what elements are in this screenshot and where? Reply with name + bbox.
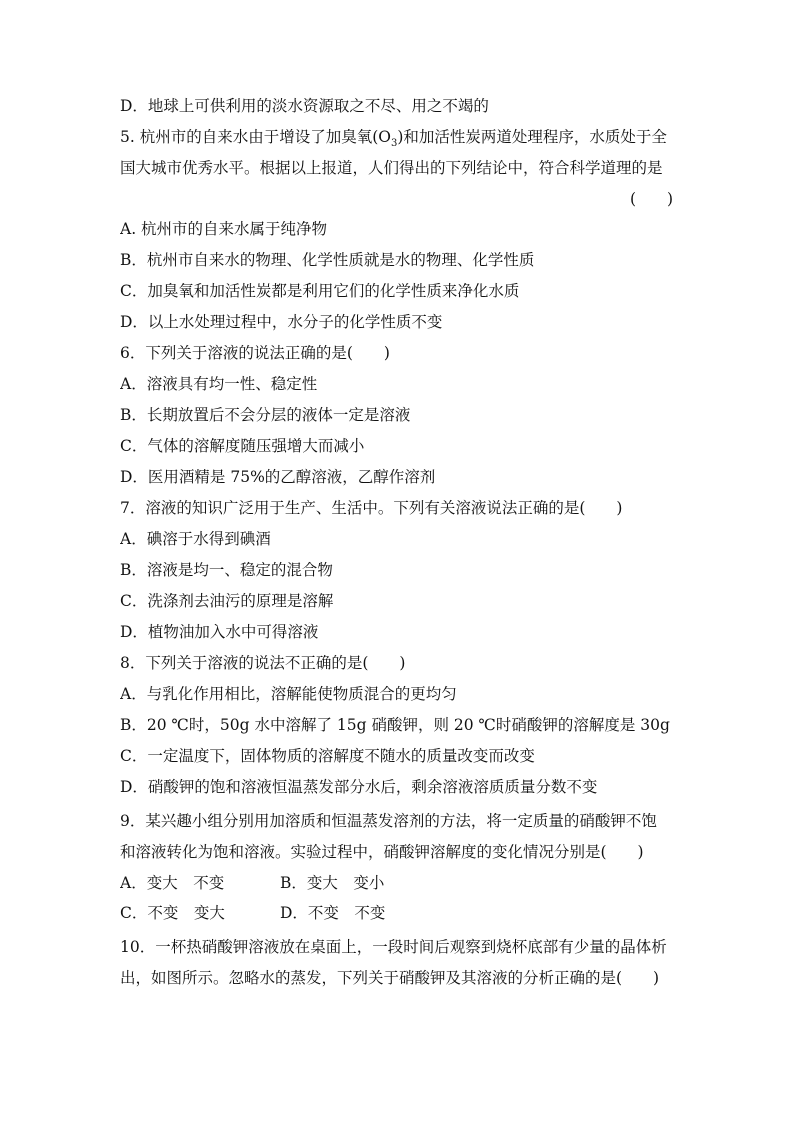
q6-option-b: B．长期放置后不会分层的液体一定是溶液 [120, 406, 411, 424]
q5-answer-bracket: ( ) [630, 190, 674, 208]
q6-option-a: A．溶液具有均一性、稳定性 [120, 375, 318, 393]
q5-stem-part2: 和加活性炭两道处理程序，水质处于全 [403, 128, 667, 146]
q9-option-c: C．不变 变大 [120, 904, 225, 922]
q5-stem-part1: 5. 杭州市的自来水由于增设了加臭氧(O [120, 128, 391, 146]
q9-stem-line2: 和溶液转化为饱和溶液。实验过程中，硝酸钾溶解度的变化情况分别是( ) [120, 843, 644, 861]
q8-option-a: A．与乳化作用相比，溶解能使物质混合的更均匀 [120, 685, 457, 703]
q8-stem: 8．下列关于溶液的说法不正确的是( ) [120, 654, 406, 672]
q8-option-c: C．一定温度下，固体物质的溶解度不随水的质量改变而改变 [120, 747, 535, 765]
q9-option-a: A．变大 不变 [120, 874, 225, 892]
q6-stem: 6．下列关于溶液的说法正确的是( ) [120, 344, 390, 362]
q6-option-c: C．气体的溶解度随压强增大而减小 [120, 437, 365, 455]
q7-option-d: D．植物油加入水中可得溶液 [120, 623, 319, 641]
q5-stem-line1 [120, 127, 676, 149]
q8-option-b: B．20 ℃时，50g 水中溶解了 15g 硝酸钾，则 20 ℃时硝酸钾的溶解度是 30g [120, 716, 670, 734]
q9-options-row1 [120, 873, 676, 895]
q4-option-d: D．地球上可供利用的淡水资源取之不尽、用之不竭的 [120, 97, 489, 115]
q7-option-b: B．溶液是均一、稳定的混合物 [120, 561, 333, 579]
q10-stem-line1: 10．一杯热硝酸钾溶液放在桌面上，一段时间后观察到烧杯底部有少量的晶体析 [120, 938, 667, 956]
q9-options-row2 [120, 903, 676, 925]
q5-option-a: A. 杭州市的自来水属于纯净物 [120, 220, 328, 238]
q8-option-d: D．硝酸钾的饱和溶液恒温蒸发部分水后，剩余溶液溶质质量分数不变 [120, 778, 598, 796]
q5-option-d: D．以上水处理过程中，水分子的化学性质不变 [120, 313, 443, 331]
q5-stem-line2: 国大城市优秀水平。根据以上报道，人们得出的下列结论中，符合科学道理的是 [120, 159, 663, 177]
q5-option-b: B．杭州市自来水的物理、化学性质就是水的物理、化学性质 [120, 251, 535, 269]
q7-stem: 7．溶液的知识广泛用于生产、生活中。下列有关溶液说法正确的是( ) [120, 499, 623, 517]
q5-option-c: C．加臭氧和加活性炭都是利用它们的化学性质来净化水质 [120, 282, 520, 300]
q5-stem-close-paren: ) [397, 128, 404, 146]
q7-option-a: A．碘溶于水得到碘酒 [120, 530, 271, 548]
q6-option-d: D．医用酒精是 75%的乙醇溶液，乙醇作溶剂 [120, 468, 436, 486]
q10-stem-line2: 出，如图所示。忽略水的蒸发，下列关于硝酸钾及其溶液的分析正确的是( ) [120, 969, 660, 987]
ozone-subscript: 3 [390, 138, 398, 149]
q7-option-c: C．洗涤剂去油污的原理是溶解 [120, 592, 334, 610]
q9-stem-line1: 9．某兴趣小组分别用加溶质和恒温蒸发溶剂的方法，将一定质量的硝酸钾不饱 [120, 812, 657, 830]
q9-option-b: B．变大 变小 [280, 874, 385, 892]
q9-option-d: D．不变 不变 [280, 904, 386, 922]
